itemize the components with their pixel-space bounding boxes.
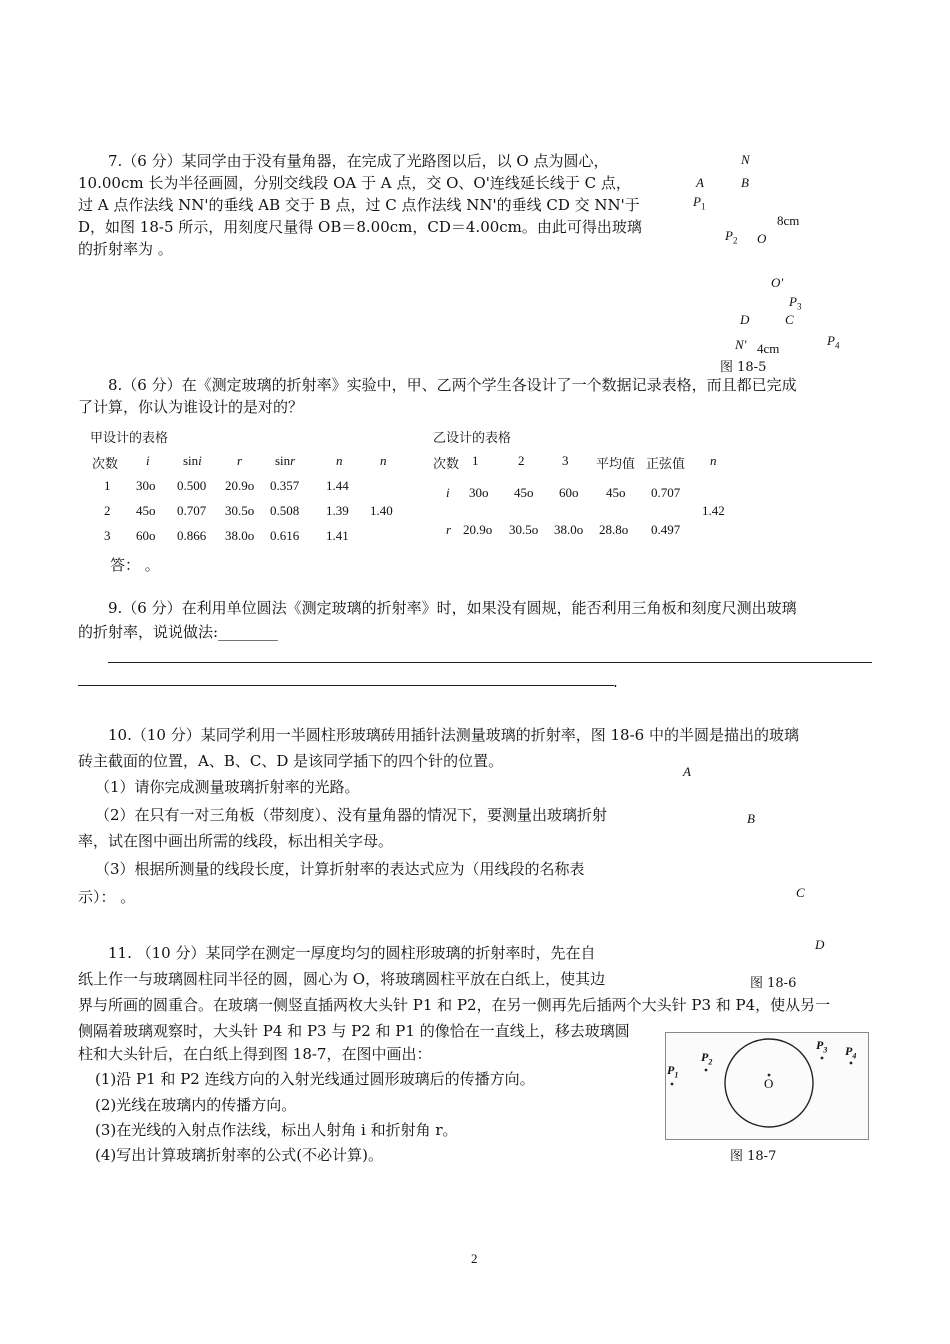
table-jia-header-r: r bbox=[237, 453, 243, 468]
table-yi-row-i-2: 45o bbox=[514, 485, 534, 500]
table-yi-row-r-average: 28.8o bbox=[599, 522, 629, 537]
table-yi-row-i-sine: 0.707 bbox=[651, 485, 681, 500]
table-jia-r2-c0: 2 bbox=[104, 503, 111, 518]
q10-line-7: 示）： 。 bbox=[78, 888, 136, 906]
fig5-label-P2-letter: P bbox=[725, 228, 733, 243]
table-yi-header-count: 次数 bbox=[433, 456, 460, 471]
table-yi-row-i-average: 45o bbox=[606, 485, 626, 500]
figure-18-7 bbox=[665, 1032, 869, 1140]
fig5-label-P3-letter: P bbox=[789, 294, 797, 309]
fig7-label-P1 bbox=[667, 1063, 678, 1079]
table-jia-header-n: n bbox=[336, 453, 343, 468]
fig5-label-P1-letter: P bbox=[693, 194, 701, 209]
table-jia-r3-c3: 38.0o bbox=[225, 528, 255, 543]
table-jia-header-n-avg: n bbox=[380, 453, 387, 468]
table-jia-r3-c2: 0.866 bbox=[177, 528, 207, 543]
table-yi-row-r-sine: 0.497 bbox=[651, 522, 681, 537]
table-yi-header-average: 平均值 bbox=[596, 456, 636, 471]
table-jia-header-sini: sini bbox=[183, 453, 202, 468]
fig5-label-A: A bbox=[696, 175, 704, 190]
table-jia-r2-c4: 0.508 bbox=[270, 503, 300, 518]
fig7-label-P4-letter: P bbox=[845, 1044, 853, 1058]
q7-line-5: 的折射率为 。 bbox=[78, 240, 173, 258]
fig7-label-P4 bbox=[845, 1044, 856, 1060]
fig7-label-P2-sub: 2 bbox=[708, 1057, 713, 1067]
table-jia-header-count: 次数 bbox=[92, 456, 119, 471]
q10-line-1: 10.（10 分）某同学利用一半圆柱形玻璃砖用插针法测量玻璃的折射率，图 18-6 中的半圆是描出的玻璃 bbox=[108, 726, 799, 744]
table-yi-row-i-3: 60o bbox=[559, 485, 579, 500]
fig5-label-N-prime: N' bbox=[735, 337, 747, 352]
table-yi-header-n: n bbox=[710, 453, 717, 468]
table-jia-r2-c1: 45o bbox=[136, 503, 156, 518]
table-jia-r2-c2: 0.707 bbox=[177, 503, 207, 518]
table-yi-row-r-label: r bbox=[446, 522, 452, 537]
fig5-label-C: C bbox=[785, 312, 794, 327]
fig5-length-4cm: 4cm bbox=[757, 341, 780, 356]
table-jia-average-n: 1.40 bbox=[370, 503, 393, 518]
q11-line-9: (4)写出计算玻璃折射率的公式(不必计算)。 bbox=[95, 1146, 383, 1164]
q11-line-3: 界与所画的圆重合。在玻璃一侧竖直插两枚大头针 P1 和 P2，在另一侧再先后插两个大头针 P3 和 P4，使从另一 bbox=[78, 996, 831, 1014]
fig7-label-P3-letter: P bbox=[816, 1038, 824, 1052]
table-jia-r1-c4: 0.357 bbox=[270, 478, 300, 493]
fig5-label-D: D bbox=[740, 312, 750, 327]
q9-answer-line-1 bbox=[108, 662, 872, 663]
q8-line-2: 了计算，你认为谁设计的是对的？ bbox=[78, 398, 304, 416]
q11-line-7: (2)光线在玻璃内的传播方向。 bbox=[95, 1096, 297, 1114]
fig5-label-P4-sub: 4 bbox=[834, 340, 840, 351]
q10-line-4: （2）在只有一对三角板（带刻度）、没有量角器的情况下，要测量出玻璃折射 bbox=[95, 806, 608, 824]
table-yi-header-2: 2 bbox=[518, 453, 525, 468]
q10-line-3: （1）请你完成测量玻璃折射率的光路。 bbox=[95, 778, 360, 796]
q11-line-2: 纸上作一与玻璃圆柱同半径的圆，圆心为 O，将玻璃圆柱平放在白纸上，使其边 bbox=[78, 970, 606, 988]
table-yi-header-1: 1 bbox=[472, 453, 479, 468]
table-jia-r1-c0: 1 bbox=[104, 478, 111, 493]
table-jia-r1-c5: 1.44 bbox=[326, 478, 349, 493]
q11-line-4: 侧隔着玻璃观察时，大头针 P4 和 P3 与 P2 和 P1 的像恰在一直线上，移去玻璃圆 bbox=[78, 1022, 630, 1040]
q11-line-6: (1)沿 P1 和 P2 连线方向的入射光线通过圆形玻璃后的传播方向。 bbox=[95, 1070, 535, 1088]
fig6-caption: 图 18-6 bbox=[750, 976, 797, 991]
table-jia-r1-c3: 20.9o bbox=[225, 478, 255, 493]
table-jia-r2-c5: 1.39 bbox=[326, 503, 349, 518]
fig7-label-P3-sub: 3 bbox=[823, 1045, 828, 1055]
q9-answer-line-2 bbox=[78, 685, 614, 686]
table-yi-n-value: 1.42 bbox=[702, 503, 725, 518]
fig6-label-B: B bbox=[747, 811, 755, 826]
q11-line-8: (3)在光线的入射点作法线，标出人射角 i 和折射角 r。 bbox=[95, 1121, 458, 1139]
fig5-label-P4 bbox=[827, 333, 839, 351]
fig6-label-C: C bbox=[796, 885, 805, 900]
fig7-label-P1-letter: P bbox=[667, 1063, 675, 1077]
table-yi-header-sine: 正弦值 bbox=[646, 456, 686, 471]
table-jia-r3-c5: 1.41 bbox=[326, 528, 349, 543]
fig5-label-P3 bbox=[789, 294, 801, 312]
fig7-p2-dot bbox=[705, 1069, 708, 1072]
fig5-label-P1 bbox=[693, 194, 705, 212]
q7-line-2: 10.00cm 长为半径画圆，分别交线段 OA 于 A 点，交 O、O'连线延长线于 C 点， bbox=[78, 174, 631, 192]
fig5-label-B: B bbox=[741, 175, 749, 190]
table-jia-header-sinr: sinr bbox=[275, 453, 296, 468]
q11-line-1: 11. （10 分）某同学在测定一厚度均匀的圆柱形玻璃的折射率时，先在自 bbox=[108, 944, 596, 962]
fig5-label-N: N bbox=[741, 152, 750, 167]
q7-line-4: D，如图 18-5 所示，用刻度尺量得 OB＝8.00cm，CD＝4.00cm。由此可得出玻璃 bbox=[78, 218, 642, 236]
table-jia-r1-c2: 0.500 bbox=[177, 478, 207, 493]
table-yi-row-i-label: i bbox=[446, 485, 450, 500]
fig6-label-A: A bbox=[683, 764, 691, 779]
fig5-label-O-prime: O' bbox=[771, 275, 784, 290]
fig7-caption: 图 18-7 bbox=[730, 1149, 777, 1164]
table-jia-r3-c1: 60o bbox=[136, 528, 156, 543]
fig7-p3-dot bbox=[821, 1057, 824, 1060]
table-jia-title: 甲设计的表格 bbox=[90, 430, 169, 445]
table-yi-row-r-1: 20.9o bbox=[463, 522, 493, 537]
fig6-label-D: D bbox=[815, 937, 825, 952]
table-jia-r3-c4: 0.616 bbox=[270, 528, 300, 543]
q8-answer: 答： 。 bbox=[110, 556, 160, 574]
page-number: 2 bbox=[471, 1251, 478, 1266]
q10-line-2: 砖主截面的位置，A、B、C、D 是该同学插下的四个针的位置。 bbox=[78, 752, 504, 770]
q7-line-3: 过 A 点作法线 NN'的垂线 AB 交于 B 点，过 C 点作法线 NN'的垂线 CD 交 NN'于 bbox=[78, 196, 640, 214]
fig5-label-P2-sub: 2 bbox=[732, 235, 738, 246]
table-yi-title: 乙设计的表格 bbox=[433, 430, 512, 445]
fig5-label-P2 bbox=[725, 228, 737, 246]
fig7-label-P2 bbox=[701, 1050, 712, 1066]
table-yi-row-r-2: 30.5o bbox=[509, 522, 539, 537]
fig5-length-8cm: 8cm bbox=[777, 213, 800, 228]
table-yi-header-3: 3 bbox=[562, 453, 569, 468]
fig7-label-O: O bbox=[764, 1076, 774, 1091]
fig7-label-P1-sub: 1 bbox=[674, 1070, 679, 1080]
fig7-label-P4-sub: 4 bbox=[852, 1051, 857, 1061]
q9-line-1: 9.（6 分）在利用单位圆法《测定玻璃的折射率》时，如果没有圆规，能否利用三角板和刻度尺测出玻璃 bbox=[108, 599, 797, 617]
fig5-label-P3-sub: 3 bbox=[796, 301, 802, 312]
fig7-label-P3 bbox=[816, 1038, 827, 1054]
q9-end-mark: . bbox=[613, 673, 618, 691]
q11-line-5: 柱和大头针后，在白纸上得到图 18-7，在图中画出： bbox=[78, 1045, 432, 1063]
fig7-p4-dot bbox=[850, 1062, 853, 1065]
q7-line-1: 7.（6 分）某同学由于没有量角器，在完成了光路图以后，以 O 点为圆心， bbox=[108, 152, 609, 170]
q10-line-6: （3）根据所测量的线段长度，计算折射率的表达式应为（用线段的名称表 bbox=[95, 860, 585, 878]
fig5-label-P1-sub: 1 bbox=[700, 201, 706, 212]
q8-line-1: 8.（6 分）在《测定玻璃的折射率》实验中，甲、乙两个学生各设计了一个数据记录表格，而且都已完成 bbox=[108, 376, 797, 394]
table-jia-r1-c1: 30o bbox=[136, 478, 156, 493]
table-jia-r3-c0: 3 bbox=[104, 528, 111, 543]
fig7-p1-dot bbox=[671, 1083, 674, 1086]
q10-line-5: 率，试在图中画出所需的线段，标出相关字母。 bbox=[78, 832, 394, 850]
q9-line-2: 的折射率，说说做法:________ bbox=[78, 623, 279, 641]
fig5-label-P4-letter: P bbox=[827, 333, 835, 348]
table-jia-r2-c3: 30.5o bbox=[225, 503, 255, 518]
table-yi-row-i-1: 30o bbox=[469, 485, 489, 500]
fig7-label-P2-letter: P bbox=[701, 1050, 709, 1064]
table-jia-header-i: i bbox=[146, 453, 150, 468]
fig5-label-O: O bbox=[757, 231, 767, 246]
fig5-caption: 图 18-5 bbox=[720, 360, 767, 375]
table-yi-row-r-3: 38.0o bbox=[554, 522, 584, 537]
